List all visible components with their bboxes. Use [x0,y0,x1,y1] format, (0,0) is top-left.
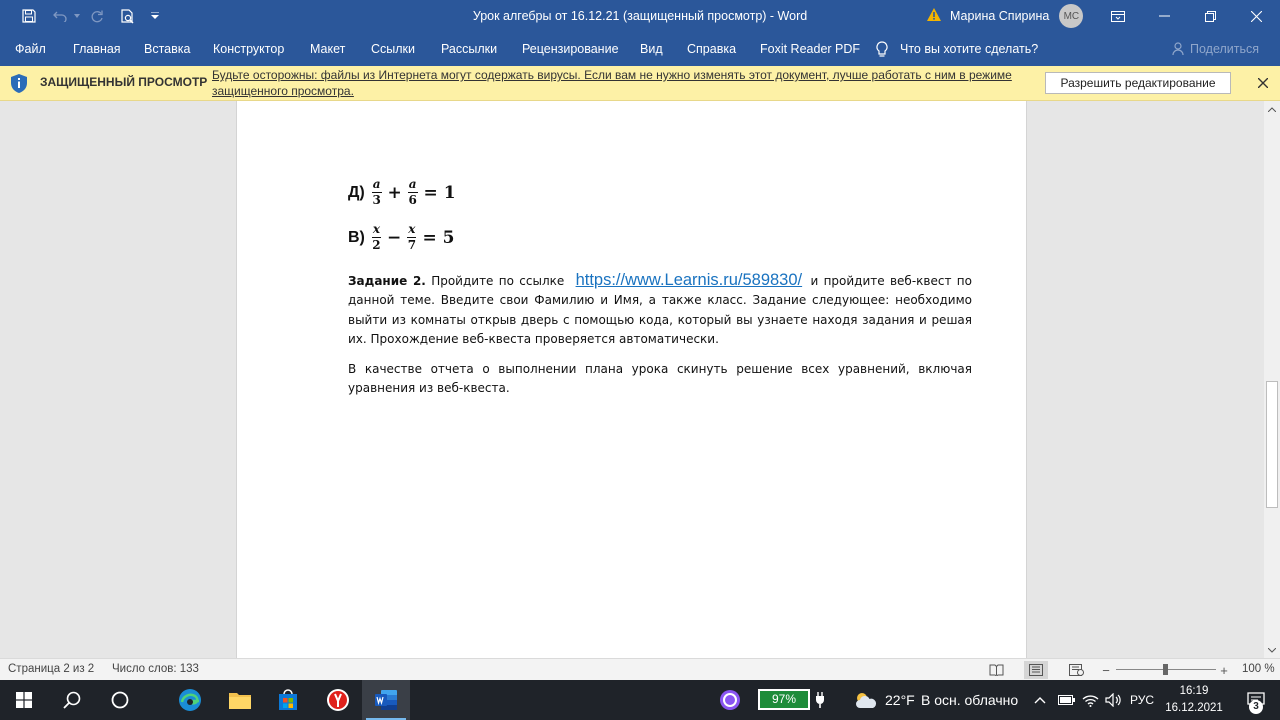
scroll-up-icon[interactable] [1264,101,1280,117]
numerator: a [372,177,381,191]
numerator: a [408,177,417,191]
scroll-thumb[interactable] [1266,381,1278,508]
volume-icon[interactable] [1103,680,1123,720]
close-icon[interactable] [1233,0,1279,32]
zoom-slider-thumb[interactable] [1163,664,1168,675]
share-button[interactable] [1172,32,1259,66]
cortana-icon[interactable] [96,680,144,720]
status-bar [0,658,1280,680]
clock-time: 16:19 [1179,685,1209,697]
fraction [372,178,382,207]
equation-v [348,223,458,252]
battery-tray-icon[interactable] [1056,680,1076,720]
equation-label: Д) [348,183,365,201]
window-title-wrap [0,0,1280,32]
window-title: Урок алгебры от 16.12.21 (защищенный просмотр) - Word [472,9,808,23]
tab-file[interactable]: Файл [15,42,46,56]
web-layout-icon[interactable] [1064,661,1088,679]
task2-paragraph [348,271,972,349]
tell-me-box[interactable] [876,32,1038,66]
yandex-browser-icon[interactable] [314,680,362,720]
task2-label: Задание 2. [348,274,426,288]
save-icon[interactable] [17,0,41,32]
notification-count-badge: 3 [1249,700,1263,714]
print-layout-icon[interactable] [1024,661,1048,679]
enable-editing-button[interactable]: Разрешить редактирование [1045,72,1231,94]
zoom-level[interactable]: 100 % [1242,663,1275,675]
redo-icon[interactable] [87,0,107,32]
person-icon [1172,42,1186,56]
scroll-down-icon[interactable] [1264,642,1280,658]
close-bar-icon[interactable] [1254,74,1272,92]
search-icon[interactable] [48,680,96,720]
equation-rhs: = 5 [422,227,455,248]
report-paragraph: В качестве отчета о выполнении плана урока скинуть решение всех уравнений, включая уравнения из веб-квеста. [348,362,972,396]
word-count[interactable]: Число слов: 133 [112,663,199,675]
minimize-icon[interactable] [1141,0,1187,32]
battery-indicator[interactable]: 97% [758,689,810,710]
quest-link[interactable]: https://www.Learnis.ru/589830/ [575,271,803,289]
chevron-up-icon[interactable] [1032,680,1048,720]
warning-icon [926,7,942,25]
power-plug-icon [812,680,828,720]
ribbon-tabs [0,32,1280,66]
customize-toolbar-icon[interactable] [147,0,163,32]
zoom-out-icon[interactable]: − [1102,662,1110,678]
language-indicator[interactable]: РУС [1130,693,1155,707]
print-preview-icon[interactable] [116,0,138,32]
tab-home[interactable]: Главная [73,42,121,56]
equation-label: В) [348,228,365,246]
undo-dropdown-icon[interactable] [71,0,83,32]
tab-view[interactable]: Вид [640,42,663,56]
alice-assistant-icon[interactable] [716,680,744,720]
tab-foxit-reader-pdf[interactable]: Foxit Reader PDF [760,42,861,56]
numerator: x [372,222,381,236]
wifi-icon[interactable] [1080,680,1100,720]
tab-help[interactable]: Справка [687,42,737,56]
edge-browser-icon[interactable] [166,680,214,720]
weather-cloud-icon[interactable] [852,680,880,720]
vertical-scrollbar[interactable] [1264,101,1280,658]
equation-d [348,178,460,207]
ribbon-display-options-icon[interactable] [1095,0,1141,32]
document-page[interactable] [236,101,1027,658]
tab-layout[interactable]: Макет [310,42,346,56]
clock[interactable] [1164,683,1224,717]
user-area[interactable] [926,0,1083,32]
denominator: 3 [372,193,381,207]
read-mode-icon[interactable] [984,661,1008,679]
avatar[interactable]: МС [1059,4,1083,28]
task2-after-link: и пройдите веб-квест по данной теме. Введите свои Фамилию и Имя, а также класс. Задание следующее: необходимо выйти из комнаты открыв дверь с помощью кода, который вы узнаете находя задания и решая их. Прохождение веб-квеста проверяется автоматически. [348,274,972,346]
tell-me-text: Что вы хотите сделать? [900,42,1039,56]
protected-view-bar [0,66,1280,101]
tab-design[interactable]: Конструктор [213,42,285,56]
protected-view-message[interactable]: Будьте осторожны: файлы из Интернета могут содержать вирусы. Если вам не нужно изменять этот документ, лучше работать с ним в режиме защищенного просмотра. [212,68,1012,98]
page-count[interactable]: Страница 2 из 2 [8,663,95,675]
title-bar [0,0,1280,32]
document-area[interactable] [0,101,1264,658]
undo-icon[interactable] [49,0,71,32]
microsoft-store-icon[interactable] [264,680,312,720]
numerator: x [408,222,416,236]
denominator: 6 [408,193,417,207]
shield-info-icon [9,73,29,97]
fraction [407,223,416,252]
weather-description[interactable]: В осн. облачно [921,692,1019,708]
protected-view-title: ЗАЩИЩЕННЫЙ ПРОСМОТР [40,75,208,89]
taskbar [0,680,1280,720]
tab-mailings[interactable]: Рассылки [441,42,498,56]
operator: + [387,182,402,203]
restore-icon[interactable] [1187,0,1233,32]
file-explorer-icon[interactable] [216,680,264,720]
operator: − [387,227,402,248]
weather-temperature[interactable]: 22°F [885,692,915,708]
windows-start-icon[interactable] [0,680,48,720]
task2-before-link: Пройдите по ссылке [431,274,565,288]
fraction [372,223,381,252]
tab-insert[interactable]: Вставка [144,42,191,56]
share-label: Поделиться [1190,42,1260,56]
clock-date: 16.12.2021 [1165,702,1223,714]
lightbulb-icon [876,41,888,58]
denominator: 2 [372,238,381,252]
user-name: Марина Спирина [950,9,1050,23]
tab-review[interactable]: Рецензирование [522,42,619,56]
tab-references[interactable]: Ссылки [371,42,416,56]
denominator: 7 [407,238,417,252]
word-app-icon[interactable] [362,680,410,720]
equation-rhs: = 1 [423,182,456,203]
zoom-in-icon[interactable]: + [1220,662,1228,678]
fraction [408,178,418,207]
